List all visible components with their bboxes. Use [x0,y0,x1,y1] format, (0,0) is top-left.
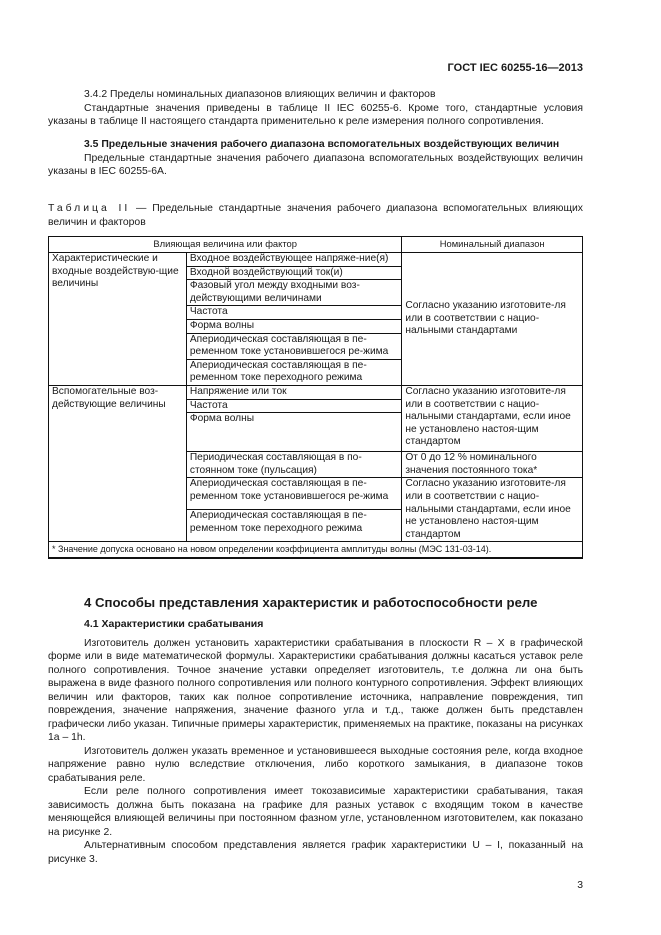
paragraph: Если реле полного сопротивления имеет токозависимые характеристики срабатывания, такая зависимость должна быть показана на графике для разных уставок с входящим током в качестве меняющейся влияющей величины при постоянном фазном угле, установленном изготовителем, как показано на рисунке 2. [48,786,583,838]
header-range: Номинальный диапазон [402,237,583,253]
factor-cell: Форма волны [186,413,402,452]
paragraph: Предельные стандартные значения рабочего диапазона вспомогательных воздействующих величин указаны в IEC 60255-6A. [48,152,583,177]
factor-cell: Периодическая составляющая в по-стоянном токе (пульсация) [186,452,402,478]
section-3-4-2 [48,88,583,129]
section-4-1 [48,618,583,866]
table-header-row [49,237,583,253]
caption-label: Таблица II [48,203,131,214]
paragraph: Стандартные значения приведены в таблице II IEC 60255-6. Кроме того, стандартные условия указаны в таблице II настоящего стандарта применительно к реле измерения полного сопротивления. [48,102,583,127]
factor-cell: Апериодическая составляющая в пе-ременном токе установившегося ре-жима [186,333,402,359]
factor-cell: Входное воздействующее напряже-ние(я) [186,253,402,267]
table-caption [48,202,583,229]
section-4 [48,596,583,610]
table-row [49,253,583,267]
factor-cell: Входной воздействующий ток(и) [186,266,402,280]
paragraph: Изготовитель должен установить характеристики срабатывания в плоскости R – X в графической форме или в виде математической формулы. Характеристики срабатывания должны касаться уставок реле полного сопротивления. Точное значение уставки определяет изготовитель, т.е должна ли она быть выражена в виде фазного полного сопротивления или полного контурного сопротивления. Эффект влияющих величин или факторов, таких как полное сопротивление источника, направление повреждения, тип повреждения, значение напряжения, значение фазного угла и т.д., также должен быть представлен графически либо указан. Типичные примеры характеристик, применяемых на практике, показаны на рисунках 1a – 1h. [48,637,583,743]
range-cell: Согласно указанию изготовите-ля или в соответствии с нацио-нальными стандартами [402,253,583,386]
section-title: 4 Способы представления характеристик и работоспособности реле [84,595,538,610]
section-title: 3.4.2 Пределы номинальных диапазонов влияющих величин и факторов [84,89,436,100]
factor-cell: Напряжение или ток [186,385,402,399]
factor-cell: Частота [186,306,402,320]
table-row [49,385,583,399]
factor-cell: Форма волны [186,319,402,333]
section-3-5 [48,138,583,179]
group-name: Характеристические и входные воздействую-щие величины [49,253,187,386]
factor-cell: Частота [186,399,402,413]
range-cell: Согласно указанию изготовите-ля или в соответствии с нацио-нальными стандартами, если иное не установлено настоя-щим стандартом [402,478,583,542]
paragraph: Изготовитель должен указать временное и установившееся выходные состояния реле, когда входное напряжение равно нулю вследствие отключения, либо короткого замыкания, в диапазоне токов срабатывания реле. [48,745,583,784]
range-cell: От 0 до 12 % номинального значения постоянного тока* [402,452,583,478]
table-ii [48,236,583,559]
table-footnote-row [49,542,583,558]
factor-cell: Апериодическая составляющая в пе-ременном токе установившегося ре-жима [186,478,402,510]
range-cell: Согласно указанию изготовите-ля или в соответствии с нацио-нальными стандартами, если иное не установлено настоя-щим стандартом [402,385,583,451]
factor-cell: Апериодическая составляющая в пе-ременном токе переходного режима [186,359,402,385]
group-name: Вспомогательные воз-действующие величины [49,385,187,541]
header-factor: Влияющая величина или фактор [49,237,402,253]
page-number: 3 [577,880,583,891]
section-title: 3.5 Предельные значения рабочего диапазона вспомогательных воздействующих величин [84,139,560,150]
factor-cell: Фазовый угол между входными воз-действующими величинами [186,280,402,306]
factor-cell: Апериодическая составляющая в пе-ременном токе переходного режима [186,510,402,542]
subsection-title: 4.1 Характеристики срабатывания [84,618,264,630]
paragraph: Альтернативным способом представления является график характеристики U – I, показанный на рисунке 3. [48,840,583,865]
table-footnote: * Значение допуска основано на новом определении коэффициента амплитуды волны (МЭС 131-03-14). [49,542,583,558]
document-header: ГОСТ IEC 60255-16—2013 [447,62,583,74]
caption-text: — Предельные стандартные значения рабочего диапазона вспомогательных влияющих величин и факторов [48,203,583,228]
